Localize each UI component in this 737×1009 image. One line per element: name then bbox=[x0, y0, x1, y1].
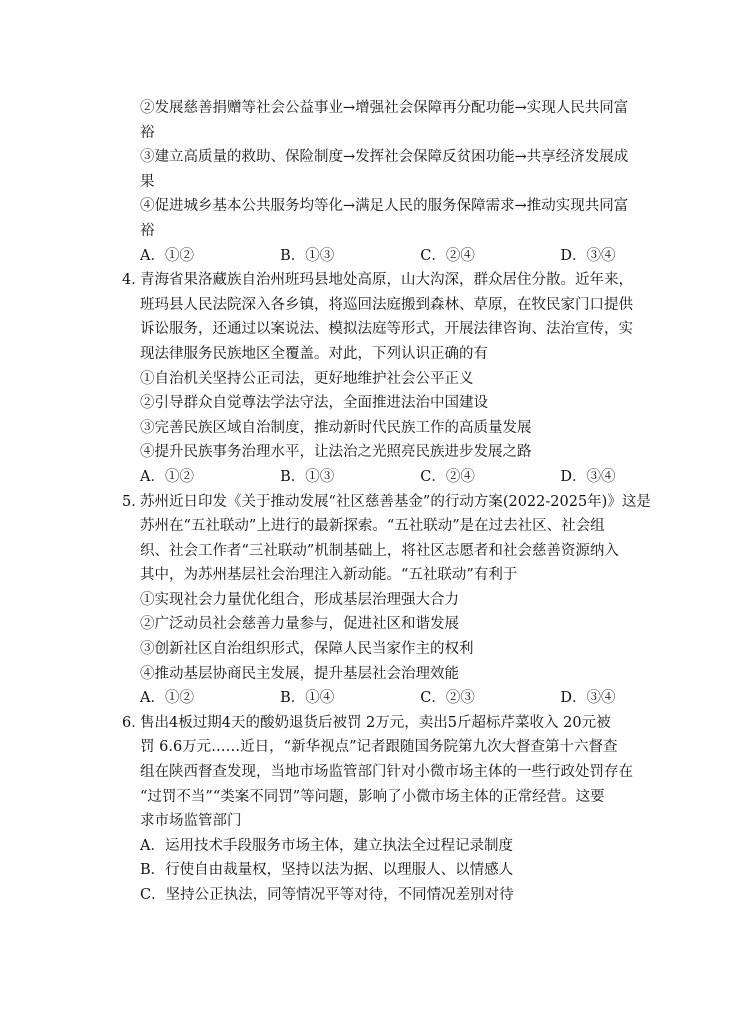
question-stem-text: 青海省果洛藏族自治州班玛县地处高原，山大沟深，群众居住分散。近年来， bbox=[140, 272, 633, 289]
question-stem-line bbox=[122, 711, 620, 736]
option-a: A．①② bbox=[140, 690, 194, 707]
statement-line: 裕 bbox=[140, 222, 155, 239]
question-stem-line bbox=[122, 490, 651, 515]
option-c: C．②③ bbox=[420, 690, 475, 707]
question-number: 5． bbox=[122, 493, 146, 510]
question-stem-line bbox=[122, 268, 633, 293]
statement-line: ④促进城乡基本公共服务均等化→满足人民的服务保障需求→推动实现共同富 bbox=[140, 198, 629, 215]
statement-line: 果 bbox=[140, 173, 155, 190]
question-stem-line: “过罚不当”“类案不同罚”等问题，影响了小微市场主体的正常经营。这要 bbox=[140, 788, 605, 805]
option-c: C．②④ bbox=[420, 468, 475, 485]
option-d: D．③④ bbox=[560, 247, 616, 264]
statement-line: ①自治机关坚持公正司法，更好地维护社会公平正义 bbox=[140, 370, 474, 387]
option-d: D．③④ bbox=[560, 468, 616, 485]
option-a: A．①② bbox=[140, 468, 194, 485]
option-b: B．①④ bbox=[280, 690, 335, 707]
statement-line: 裕 bbox=[140, 124, 155, 141]
statement-line: ②发展慈善捐赠等社会公益事业→增强社会保障再分配功能→实现人民共同富 bbox=[140, 100, 629, 116]
question-stem-line: 罚 6.6万元……近日，“新华视点”记者跟随国务院第九次大督查第十六督查 bbox=[140, 739, 618, 756]
statement-line: ③创新社区自治组织形式，保障人民当家作主的权利 bbox=[140, 641, 474, 658]
question-stem-line: 其中，为苏州基层社会治理注入新动能。“五社联动”有利于 bbox=[140, 567, 518, 584]
question-5 bbox=[122, 490, 651, 711]
choice-c: C．坚持公正执法，同等情况平等对待，不同情况差别对待 bbox=[140, 887, 514, 903]
statement-line: ②引导群众自觉尊法学法守法，全面推进法治中国建设 bbox=[140, 395, 488, 412]
option-b: B．①③ bbox=[280, 247, 335, 264]
question-number: 4． bbox=[122, 272, 146, 289]
question-4-options bbox=[140, 465, 620, 490]
question-5-options bbox=[140, 686, 620, 711]
question-stem-line: 班玛县人民法院深入各乡镇，将巡回法庭搬到森林、草原，在牧民家门口提供 bbox=[140, 296, 633, 313]
question-3-options bbox=[140, 244, 620, 269]
choice-a: A．运用技术手段服务市场主体，建立执法全过程记录制度 bbox=[140, 837, 513, 854]
question-stem-line: 苏州在“五社联动”上进行的最新探索。“五社联动”是在过去社区、社会组 bbox=[140, 518, 605, 535]
question-stem-line: 现法律服务民族地区全覆盖。对此，下列认识正确的有 bbox=[140, 345, 488, 362]
exam-page bbox=[122, 96, 651, 908]
statement-line: ④提升民族事务治理水平，让法治之光照亮民族进步发展之路 bbox=[140, 444, 532, 461]
question-stem-line: 诉讼服务，还通过以案说法、模拟法庭等形式，开展法律咨询、法治宣传，实 bbox=[140, 321, 633, 338]
statement-line: ②广泛动员社会慈善力量参与，促进社区和谐发展 bbox=[140, 616, 459, 633]
question-stem-line: 织、社会工作者“三社联动”机制基础上，将社区志愿者和社会慈善资源纳入 bbox=[140, 542, 619, 559]
option-d: D．③④ bbox=[560, 690, 616, 707]
question-3-statements bbox=[140, 96, 629, 268]
statement-line: ④推动基层协商民主发展，提升基层社会治理效能 bbox=[140, 665, 459, 682]
question-number: 6． bbox=[122, 714, 146, 731]
question-stem-text: 售出4板过期4天的酸奶退货后被罚 2万元，卖出5斤超标芹菜收入 20元被 bbox=[140, 714, 611, 731]
question-4 bbox=[122, 268, 633, 489]
option-b: B．①③ bbox=[280, 468, 335, 485]
choice-b: B．行使自由裁量权，坚持以法为据、以理服人、以情感人 bbox=[140, 862, 514, 879]
question-stem-line: 组在陕西督查发现，当地市场监管部门针对小微市场主体的一些行政处罚存在 bbox=[140, 764, 633, 781]
statement-line: ①实现社会力量优化组合，形成基层治理强大合力 bbox=[140, 591, 459, 608]
question-6 bbox=[122, 711, 633, 908]
statement-line: ③建立高质量的救助、保险制度→发挥社会保障反贫困功能→共享经济发展成 bbox=[140, 149, 629, 166]
statement-line: ③完善民族区域自治制度，推动新时代民族工作的高质量发展 bbox=[140, 419, 532, 436]
question-stem-text: 苏州近日印发《关于推动发展“社区慈善基金”的行动方案(2022-2025年)》这是 bbox=[140, 493, 651, 510]
option-a: A．①② bbox=[140, 247, 194, 264]
question-stem-line: 求市场监管部门 bbox=[140, 813, 242, 830]
option-c: C．②④ bbox=[420, 247, 475, 264]
